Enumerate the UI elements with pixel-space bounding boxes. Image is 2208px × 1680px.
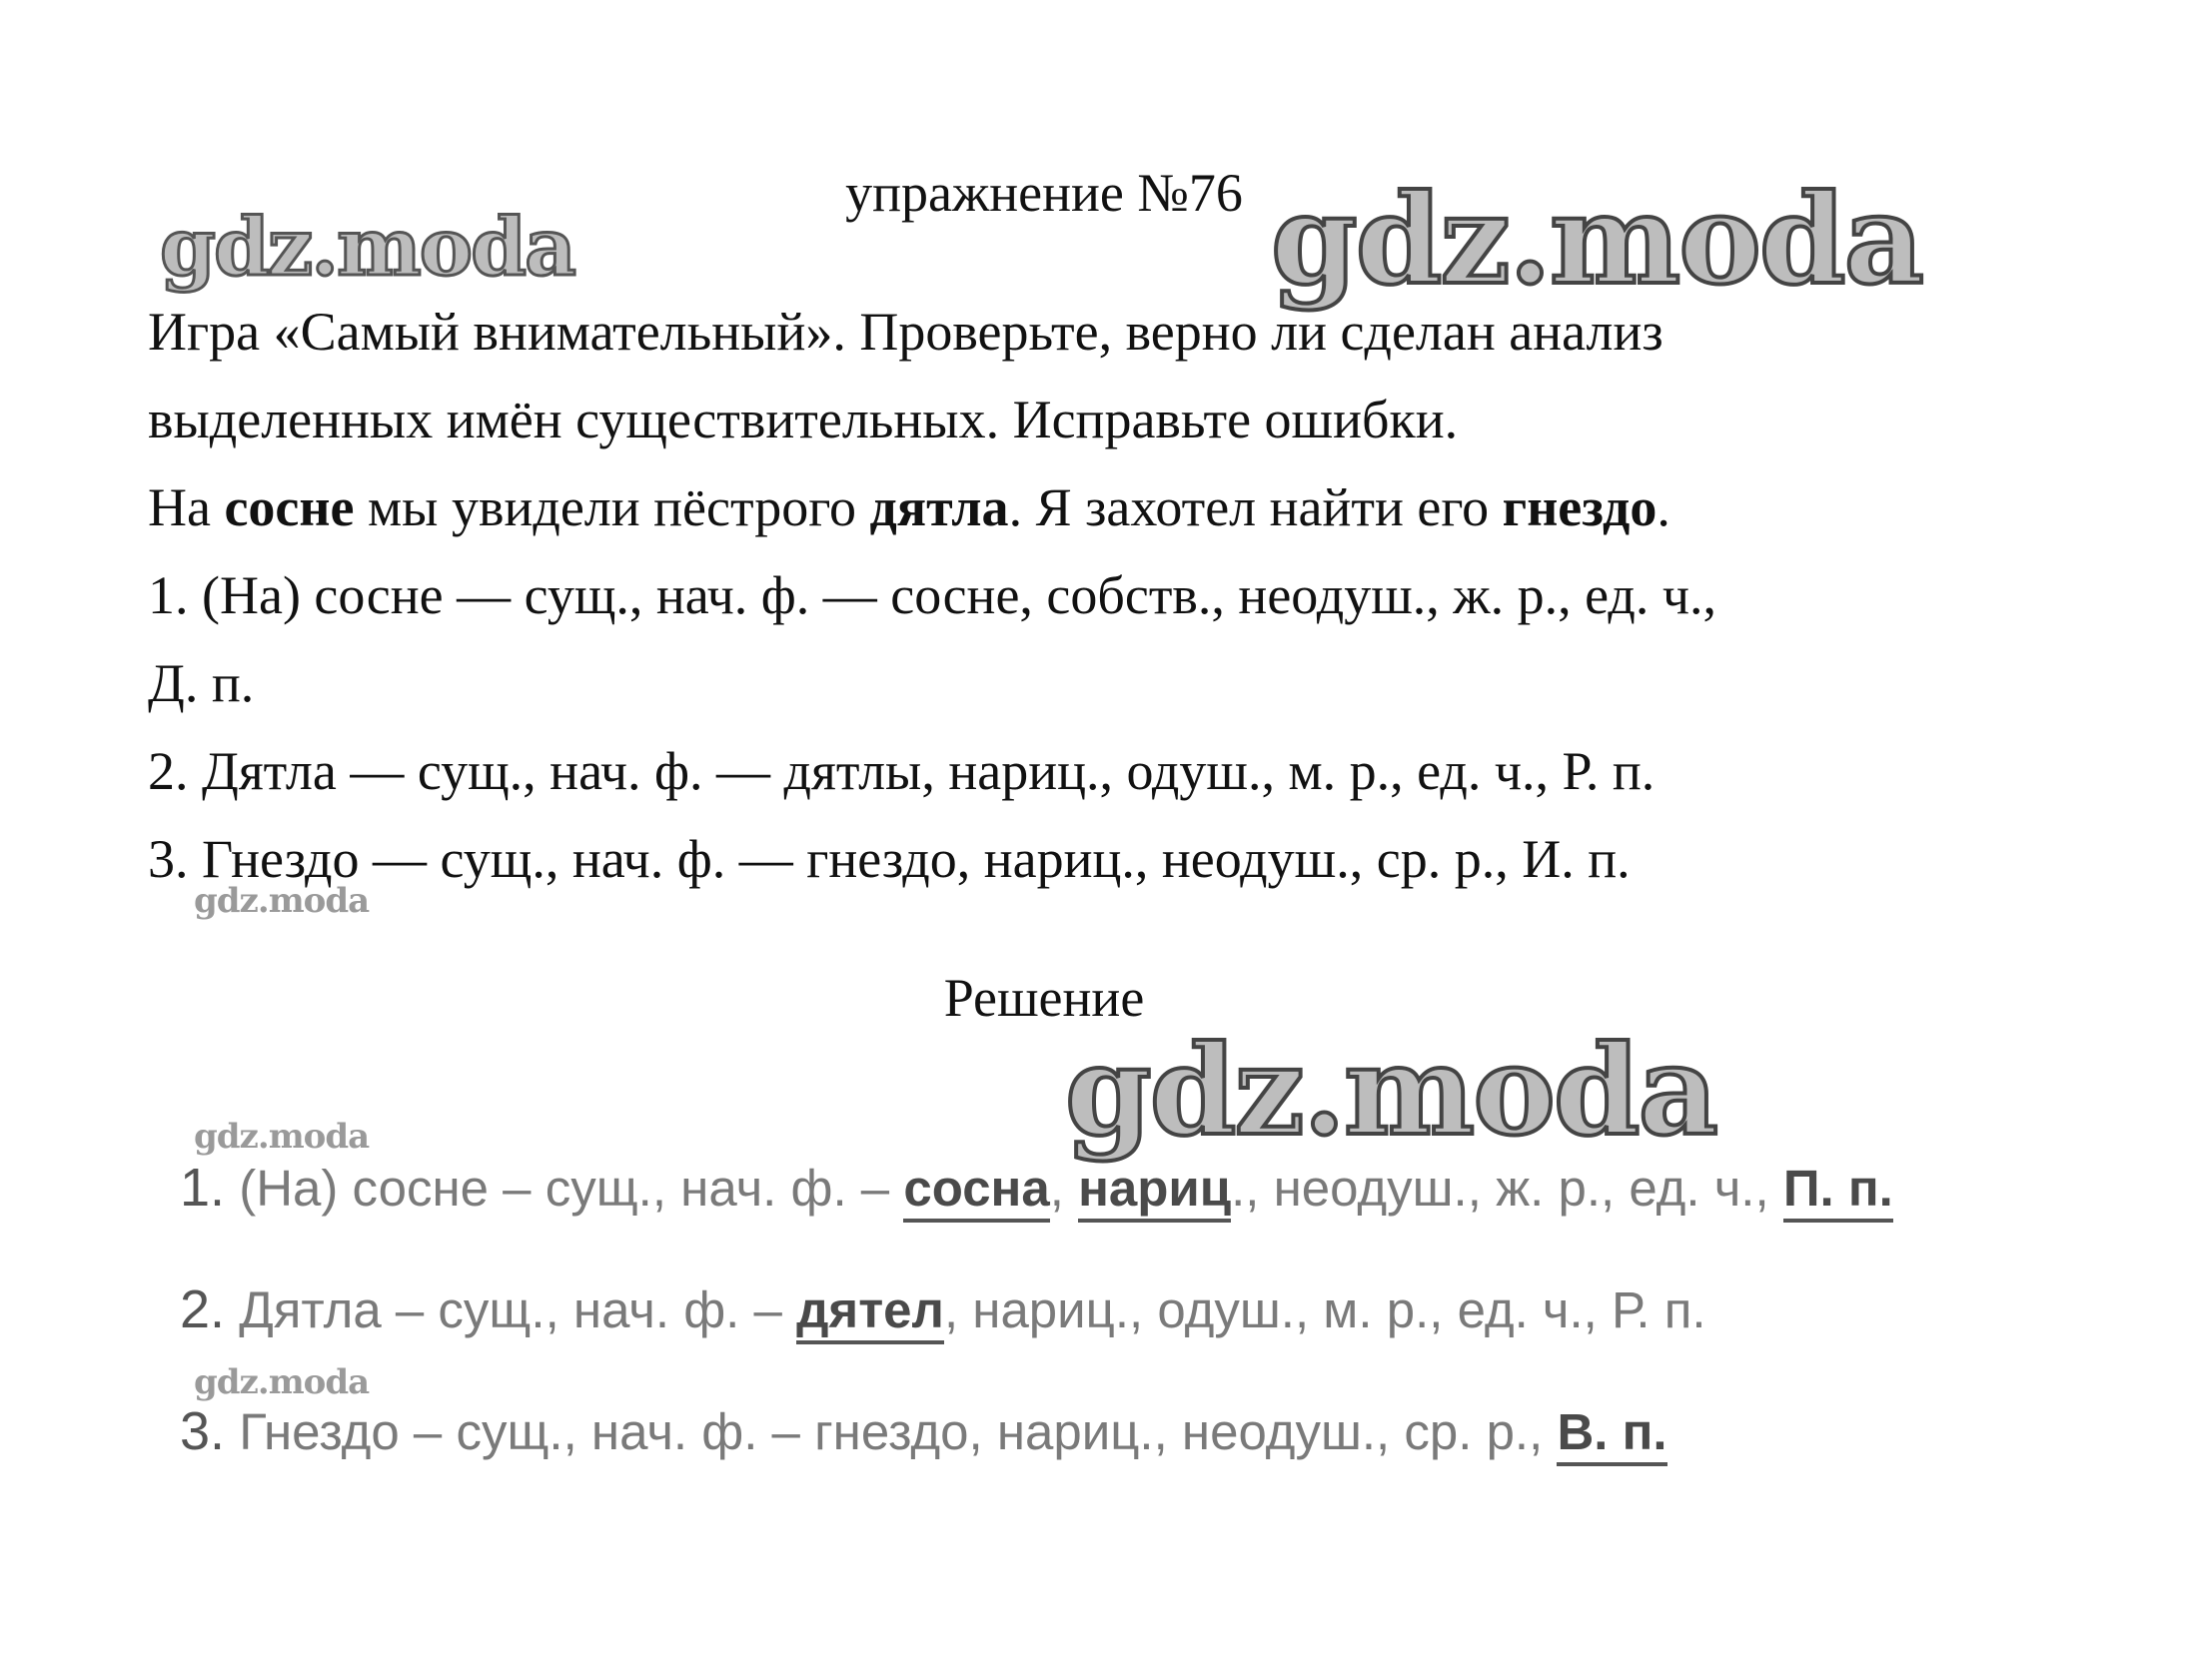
answer-text: Дятла – сущ., нач. ф. –: [225, 1281, 797, 1338]
sentence-text: мы увидели пёстрого: [354, 477, 870, 537]
watermark-small-1: gdz.moda: [194, 881, 370, 921]
analysis-item-1-line-2: Д. п.: [148, 653, 255, 713]
watermark-large-top-right: gdz.moda: [1271, 168, 1922, 313]
exercise-title: упражнение №76: [845, 163, 1243, 223]
highlighted-noun-gnezdo: гнездо: [1502, 477, 1657, 537]
answer-item-1: [180, 1153, 2138, 1274]
answer-item-2: [180, 1274, 2138, 1396]
analysis-item-2: 2. Дятла — сущ., нач. ф. — дятлы, нариц., одуш., м. р., ед. ч., Р. п.: [148, 741, 1656, 801]
answer-number: 3.: [180, 1401, 226, 1461]
answer-text: ., неодуш., ж. р., ед. ч.,: [1231, 1160, 1783, 1217]
instruction-line-2: выделенных имён существительных. Исправьте ошибки.: [148, 390, 1459, 449]
solution-answers: [180, 1153, 2138, 1518]
answer-number: 2.: [180, 1279, 226, 1339]
analysis-item-3: 3. Гнездо — сущ., нач. ф. — гнездо, нариц., неодуш., ср. р., И. п.: [148, 829, 1631, 889]
instruction-line-1: Игра «Самый внимательный». Проверьте, верно ли сделан анализ: [148, 302, 1663, 362]
highlighted-noun-dyatla: дятла: [869, 477, 1009, 537]
sentence-text: .: [1656, 477, 1670, 537]
sentence-text: . Я захотел найти его: [1008, 477, 1503, 537]
corrected-initial-form: сосна: [903, 1160, 1049, 1223]
answer-number: 1.: [180, 1158, 226, 1218]
watermark-small-2: gdz.moda: [194, 1117, 370, 1157]
sentence-text: На: [148, 477, 225, 537]
watermark-large-middle: gdz.moda: [1065, 1019, 1716, 1164]
answer-text: Гнездо – сущ., нач. ф. – гнездо, нариц., неодуш., ср. р.,: [225, 1403, 1558, 1460]
highlighted-noun-sosne: сосне: [224, 477, 355, 537]
corrected-noun-type: нариц: [1078, 1160, 1231, 1223]
answer-text: ,: [1049, 1160, 1079, 1217]
answer-text: (На) сосне – сущ., нач. ф. –: [225, 1160, 904, 1217]
example-sentence: [148, 463, 2046, 551]
answer-text: , нариц., одуш., м. р., ед. ч., Р. п.: [943, 1281, 1706, 1338]
corrected-initial-form: дятел: [796, 1281, 944, 1344]
watermark-small-3: gdz.moda: [194, 1362, 370, 1402]
corrected-case: В. п.: [1557, 1403, 1666, 1466]
answer-item-3: [180, 1396, 2138, 1518]
watermark-large-top-left: gdz.moda: [160, 200, 574, 294]
analysis-item-1-line-1: 1. (На) сосне — сущ., нач. ф. — сосне, собств., неодуш., ж. р., ед. ч.,: [148, 565, 1716, 625]
corrected-case: П. п.: [1783, 1160, 1893, 1223]
solution-heading: Решение: [943, 968, 1145, 1028]
task-block: [148, 288, 2046, 903]
